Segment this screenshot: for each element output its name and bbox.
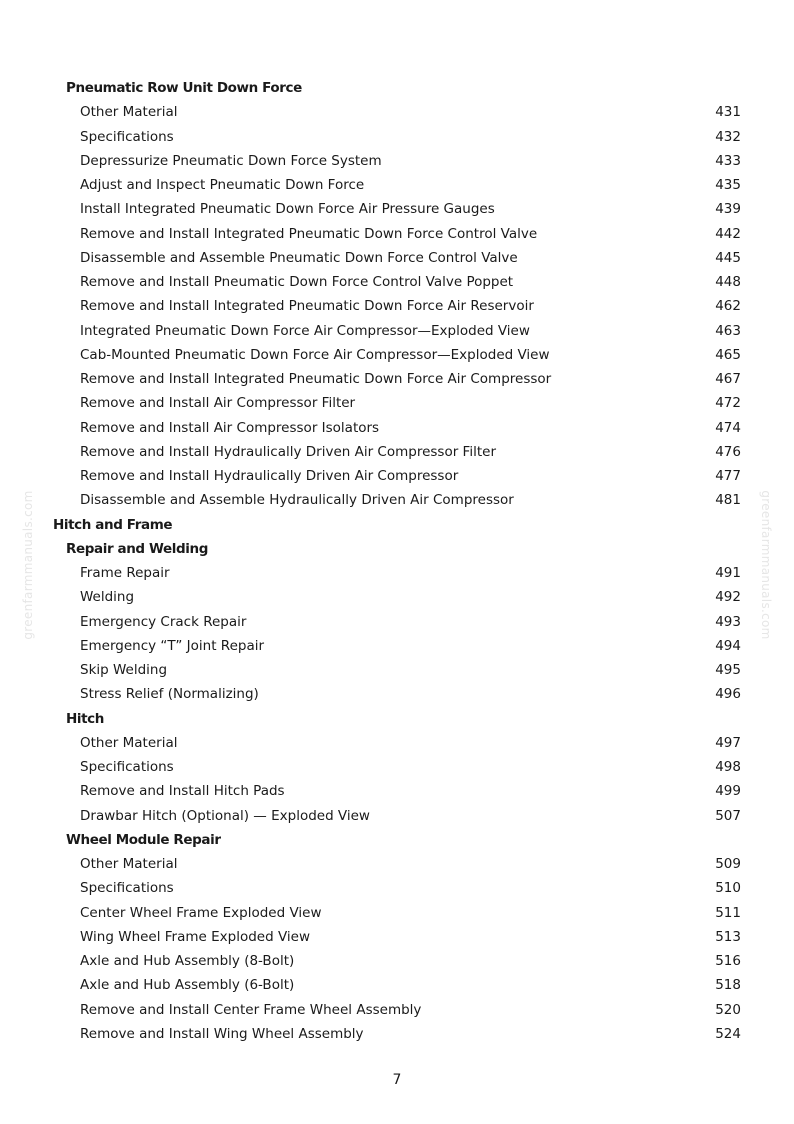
toc-page-number: 513 bbox=[715, 928, 741, 945]
toc-title: Hitch and Frame bbox=[53, 516, 173, 533]
toc-title: Adjust and Inspect Pneumatic Down Force bbox=[80, 177, 365, 193]
toc-title: Wing Wheel Frame Exploded View bbox=[80, 928, 311, 945]
toc-page-number: 524 bbox=[715, 1025, 741, 1042]
toc-title: Remove and Install Wing Wheel Assembly bbox=[80, 1025, 364, 1042]
toc-page-number: 518 bbox=[715, 977, 741, 994]
toc-entry[interactable] bbox=[0, 100, 794, 124]
toc-title: Remove and Install Hitch Pads bbox=[80, 783, 285, 800]
toc-entry[interactable] bbox=[0, 998, 794, 1022]
toc-title: Repair and Welding bbox=[66, 540, 208, 557]
toc-entry[interactable] bbox=[0, 319, 794, 343]
toc-entry[interactable] bbox=[0, 343, 794, 367]
toc-entry[interactable] bbox=[0, 755, 794, 779]
toc-title: Specifications bbox=[80, 880, 174, 897]
toc-page-number: 498 bbox=[715, 759, 741, 775]
toc-title: Remove and Install Hydraulically Driven Air Compressor bbox=[80, 468, 459, 484]
table-of-contents bbox=[0, 76, 794, 1046]
toc-entry[interactable] bbox=[0, 440, 794, 464]
toc-title: Axle and Hub Assembly (8-Bolt) bbox=[80, 953, 295, 969]
toc-title: Remove and Install Air Compressor Isolators bbox=[80, 419, 380, 436]
toc-page-number: 510 bbox=[715, 880, 741, 897]
toc-page-number: 465 bbox=[715, 346, 741, 363]
toc-page-number: 520 bbox=[715, 1001, 741, 1018]
toc-page-number: 497 bbox=[715, 734, 741, 751]
toc-entry[interactable] bbox=[0, 585, 794, 609]
toc-page-number: 493 bbox=[715, 613, 741, 630]
toc-title: Skip Welding bbox=[80, 662, 168, 678]
toc-page-number: 516 bbox=[715, 953, 741, 969]
toc-title: Install Integrated Pneumatic Down Force Air Pressure Gauges bbox=[80, 201, 495, 218]
watermark-left: greenfarmmanuals.com bbox=[21, 490, 35, 640]
toc-title: Stress Relief (Normalizing) bbox=[80, 686, 259, 703]
toc-entry[interactable] bbox=[0, 658, 794, 682]
toc-title: Disassemble and Assemble Hydraulically Driven Air Compressor bbox=[80, 492, 514, 509]
toc-title: Wheel Module Repair bbox=[66, 831, 221, 848]
toc-title: Integrated Pneumatic Down Force Air Compressor—Exploded View bbox=[80, 322, 530, 339]
toc-entry[interactable] bbox=[0, 488, 794, 512]
toc-subsection-heading bbox=[0, 828, 794, 852]
toc-title: Depressurize Pneumatic Down Force System bbox=[80, 152, 382, 169]
toc-title: Drawbar Hitch (Optional) — Exploded View bbox=[80, 807, 370, 824]
toc-title: Other Material bbox=[80, 104, 178, 121]
toc-entry[interactable] bbox=[0, 464, 794, 488]
toc-title: Disassemble and Assemble Pneumatic Down Force Control Valve bbox=[80, 249, 518, 266]
toc-page-number: 477 bbox=[715, 468, 741, 484]
toc-entry[interactable] bbox=[0, 949, 794, 973]
toc-entry[interactable] bbox=[0, 682, 794, 706]
toc-page-number: 491 bbox=[715, 565, 741, 581]
toc-title: Remove and Install Hydraulically Driven Air Compressor Filter bbox=[80, 443, 496, 460]
toc-title: Cab-Mounted Pneumatic Down Force Air Compressor—Exploded View bbox=[80, 346, 550, 363]
toc-section-heading bbox=[0, 513, 794, 537]
toc-page-number: 476 bbox=[715, 443, 741, 460]
toc-title: Remove and Install Integrated Pneumatic Down Force Control Valve bbox=[80, 225, 538, 242]
toc-page-number: 495 bbox=[715, 662, 741, 678]
toc-page-number: 511 bbox=[715, 904, 741, 921]
toc-title: Remove and Install Air Compressor Filter bbox=[80, 395, 356, 412]
toc-entry[interactable] bbox=[0, 416, 794, 440]
toc-page-number: 433 bbox=[715, 152, 741, 169]
toc-subsection-heading bbox=[0, 707, 794, 731]
toc-entry[interactable] bbox=[0, 294, 794, 318]
toc-title: Specifications bbox=[80, 759, 174, 775]
toc-entry[interactable] bbox=[0, 1022, 794, 1046]
toc-entry[interactable] bbox=[0, 731, 794, 755]
toc-page-number: 494 bbox=[715, 637, 741, 654]
toc-title: Emergency Crack Repair bbox=[80, 613, 247, 630]
toc-page-number: 492 bbox=[715, 589, 741, 606]
toc-title: Pneumatic Row Unit Down Force bbox=[66, 80, 302, 96]
toc-entry[interactable] bbox=[0, 876, 794, 900]
toc-title: Other Material bbox=[80, 856, 178, 872]
toc-entry[interactable] bbox=[0, 804, 794, 828]
toc-page-number: 442 bbox=[715, 225, 741, 242]
toc-page-number: 507 bbox=[715, 807, 741, 824]
toc-entry[interactable] bbox=[0, 973, 794, 997]
toc-title: Remove and Install Pneumatic Down Force Control Valve Poppet bbox=[80, 274, 514, 290]
toc-title: Hitch bbox=[66, 710, 104, 727]
toc-page-number: 463 bbox=[715, 322, 741, 339]
toc-entry[interactable] bbox=[0, 779, 794, 803]
toc-entry[interactable] bbox=[0, 901, 794, 925]
toc-page-number: 509 bbox=[715, 856, 741, 872]
toc-title: Other Material bbox=[80, 734, 178, 751]
toc-entry[interactable] bbox=[0, 173, 794, 197]
toc-title: Remove and Install Integrated Pneumatic Down Force Air Reservoir bbox=[80, 298, 534, 315]
toc-title: Center Wheel Frame Exploded View bbox=[80, 904, 322, 921]
toc-title: Remove and Install Integrated Pneumatic Down Force Air Compressor bbox=[80, 371, 552, 387]
toc-page-number: 499 bbox=[715, 783, 741, 800]
toc-title: Frame Repair bbox=[80, 565, 170, 581]
toc-entry[interactable] bbox=[0, 246, 794, 270]
toc-title: Remove and Install Center Frame Wheel Assembly bbox=[80, 1001, 422, 1018]
toc-page-number: 435 bbox=[715, 177, 741, 193]
toc-entry[interactable] bbox=[0, 270, 794, 294]
toc-title: Axle and Hub Assembly (6-Bolt) bbox=[80, 977, 295, 994]
toc-entry[interactable] bbox=[0, 197, 794, 221]
toc-page-number: 432 bbox=[715, 128, 741, 145]
toc-entry[interactable] bbox=[0, 925, 794, 949]
watermark-right: greenfarmmanuals.com bbox=[759, 490, 773, 640]
toc-page-number: 462 bbox=[715, 298, 741, 315]
toc-page-number: 472 bbox=[715, 395, 741, 412]
toc-page-number: 474 bbox=[715, 419, 741, 436]
toc-page-number: 481 bbox=[715, 492, 741, 509]
toc-page-number: 445 bbox=[715, 249, 741, 266]
toc-page-number: 439 bbox=[715, 201, 741, 218]
toc-page-number: 467 bbox=[715, 371, 741, 387]
toc-entry[interactable] bbox=[0, 610, 794, 634]
toc-entry[interactable] bbox=[0, 149, 794, 173]
toc-title: Emergency “T” Joint Repair bbox=[80, 637, 265, 654]
toc-entry[interactable] bbox=[0, 561, 794, 585]
toc-entry[interactable] bbox=[0, 222, 794, 246]
toc-page-number: 431 bbox=[715, 104, 741, 121]
toc-title: Welding bbox=[80, 589, 135, 606]
toc-title: Specifications bbox=[80, 128, 174, 145]
toc-subsection-heading bbox=[0, 537, 794, 561]
toc-subsection-heading bbox=[0, 76, 794, 100]
page-number: 7 bbox=[392, 1072, 402, 1088]
toc-entry[interactable] bbox=[0, 391, 794, 415]
toc-entry[interactable] bbox=[0, 852, 794, 876]
toc-page-number: 496 bbox=[715, 686, 741, 703]
toc-entry[interactable] bbox=[0, 367, 794, 391]
toc-page-number: 448 bbox=[715, 274, 741, 290]
toc-entry[interactable] bbox=[0, 634, 794, 658]
toc-entry[interactable] bbox=[0, 125, 794, 149]
